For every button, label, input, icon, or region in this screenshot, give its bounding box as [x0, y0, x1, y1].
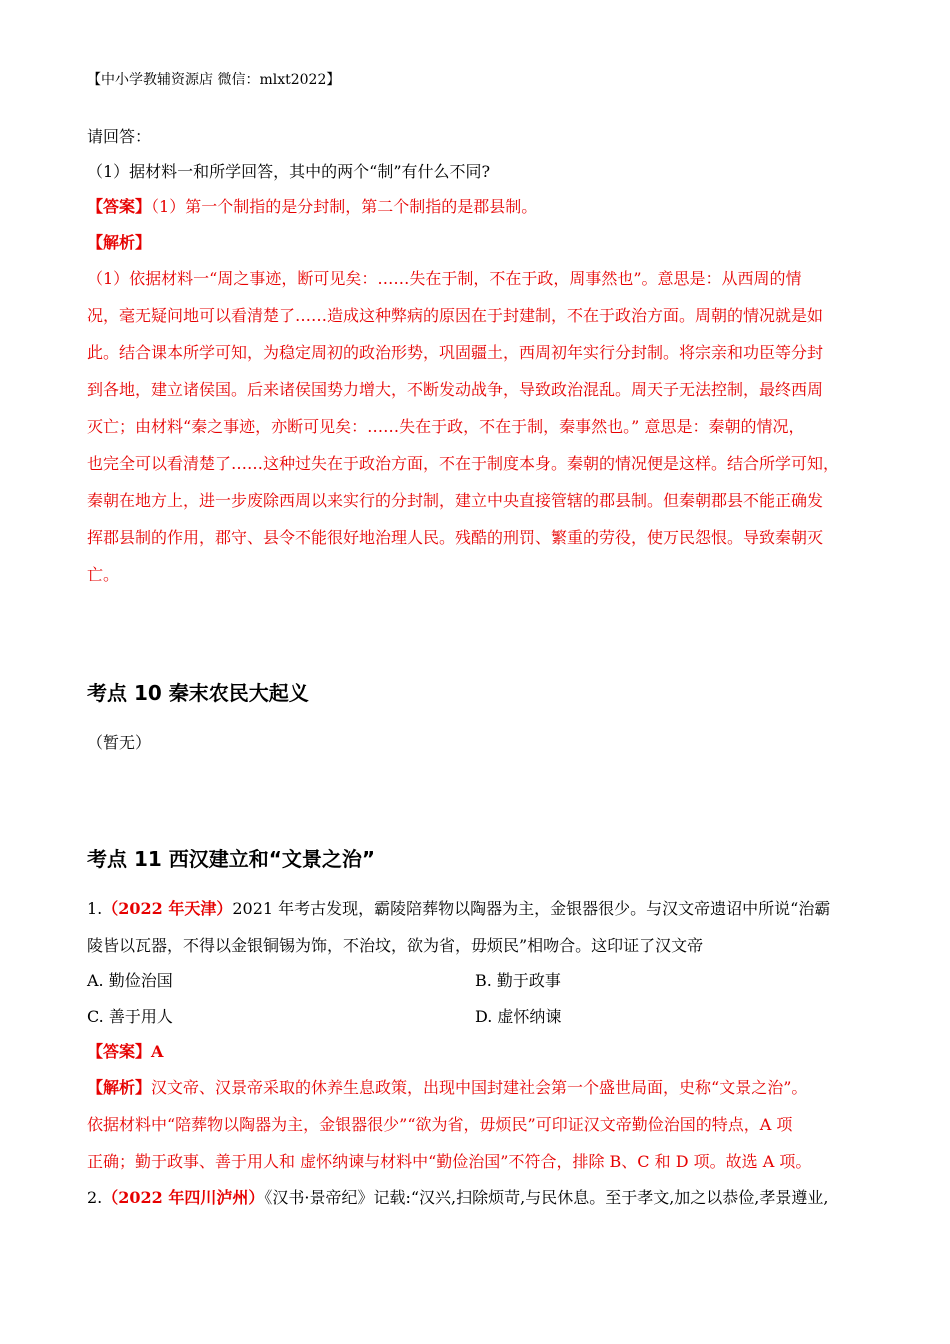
- item-stem-text: 2021 年考古发现，霸陵陪葬物以陶器为主，金银器很少。与汉文帝遗诏中所说“治霸: [232, 899, 831, 918]
- header-text: 【中小学教辅资源店 微信：mlxt2022】: [87, 72, 341, 88]
- section-10-note: （暂无）: [87, 733, 152, 752]
- item-2-stem: [87, 1187, 828, 1209]
- item-number: 1.: [87, 899, 103, 918]
- item-source: （2022 年天津）: [102, 899, 233, 918]
- item-1-stem-cont: 陵皆以瓦器，不得以金银铜锡为饰，不治坟，欲为省，毋烦民”相吻合。这印证了汉文帝: [87, 936, 704, 955]
- answer-tag: 【答案】: [87, 197, 152, 216]
- explanation-line: 灭亡；由材料“秦之事迹，亦断可见矣：……失在于政，不在于制，秦事然也。” 意思是：秦朝的情况，: [87, 417, 805, 436]
- option-c: C. 善于用人: [87, 1007, 173, 1026]
- item-number: 2.: [87, 1188, 103, 1207]
- question-1: （1）据材料一和所学回答，其中的两个“制”有什么不同?: [87, 162, 491, 181]
- explanation-line: （1）依据材料一“周之事迹，断可见矣：……失在于制，不在于政，周事然也”。意思是：从西周的情: [87, 269, 802, 288]
- option-d: D. 虚怀纳谏: [475, 1007, 562, 1026]
- answer-text: （1）第一个制指的是分封制，第二个制指的是郡县制。: [151, 197, 538, 216]
- question-prompt: 请回答：: [87, 127, 152, 146]
- item-stem-text: 《汉书·景帝纪》记载:“汉兴,扫除烦苛,与民休息。至于孝文,加之以恭俭,孝景遵业,: [264, 1188, 829, 1207]
- item-1-stem: [87, 898, 830, 920]
- explanation-line: 此。结合课本所学可知，为稳定周初的政治形势，巩固疆土，西周初年实行分封制。将宗亲和功臣等分封: [87, 343, 824, 362]
- explanation-line: 况，毫无疑问地可以看清楚了……造成这种弊病的原因在于封建制，不在于政治方面。周朝的情况就是如: [87, 306, 824, 325]
- section-10-title: 考点 10 秦末农民大起义: [87, 681, 309, 705]
- explanation-line: 亡。: [87, 565, 120, 584]
- explanation-tag: 【解析】: [87, 233, 152, 252]
- explanation-line: 也完全可以看清楚了……这种过失在于政治方面，不在于制度本身。秦朝的情况便是这样。结合所学可知，: [87, 454, 840, 473]
- item-1-explanation-line: 依据材料中“陪葬物以陶器为主，金银器很少”“欲为省，毋烦民”可印证汉文帝勤俭治国的特点，A 项: [87, 1115, 793, 1134]
- explanation-line: 挥郡县制的作用，郡守、县令不能很好地治理人民。残酷的刑罚、繁重的劳役，使万民怨恨。导致秦朝灭: [87, 528, 824, 547]
- explanation-line: 到各地，建立诸侯国。后来诸侯国势力增大，不断发动战争，导致政治混乱。周天子无法控制，最终西周: [87, 380, 824, 399]
- item-source: （2022 年四川泸州）: [102, 1188, 265, 1207]
- option-b: B. 勤于政事: [475, 971, 561, 990]
- answer-1: [87, 196, 537, 218]
- item-1-explanation: [87, 1077, 807, 1099]
- explanation-line: 秦朝在地方上，进一步废除西周以来实行的分封制，建立中央直接管辖的郡县制。但秦朝郡县不能正确发: [87, 491, 824, 510]
- explanation-tag: 【解析】: [87, 1078, 152, 1097]
- item-1-explanation-line: 正确；勤于政事、善于用人和 虚怀纳谏与材料中“勤俭治国”不符合，排除 B、C 和 D 项。故选 A 项。: [87, 1152, 812, 1171]
- explanation-text: 汉文帝、汉景帝采取的休养生息政策，出现中国封建社会第一个盛世局面，史称“文景之治”。: [151, 1078, 808, 1097]
- section-11-title: 考点 11 西汉建立和“文景之治”: [87, 847, 376, 871]
- option-a: A. 勤俭治国: [87, 971, 173, 990]
- item-1-answer: 【答案】A: [87, 1042, 164, 1061]
